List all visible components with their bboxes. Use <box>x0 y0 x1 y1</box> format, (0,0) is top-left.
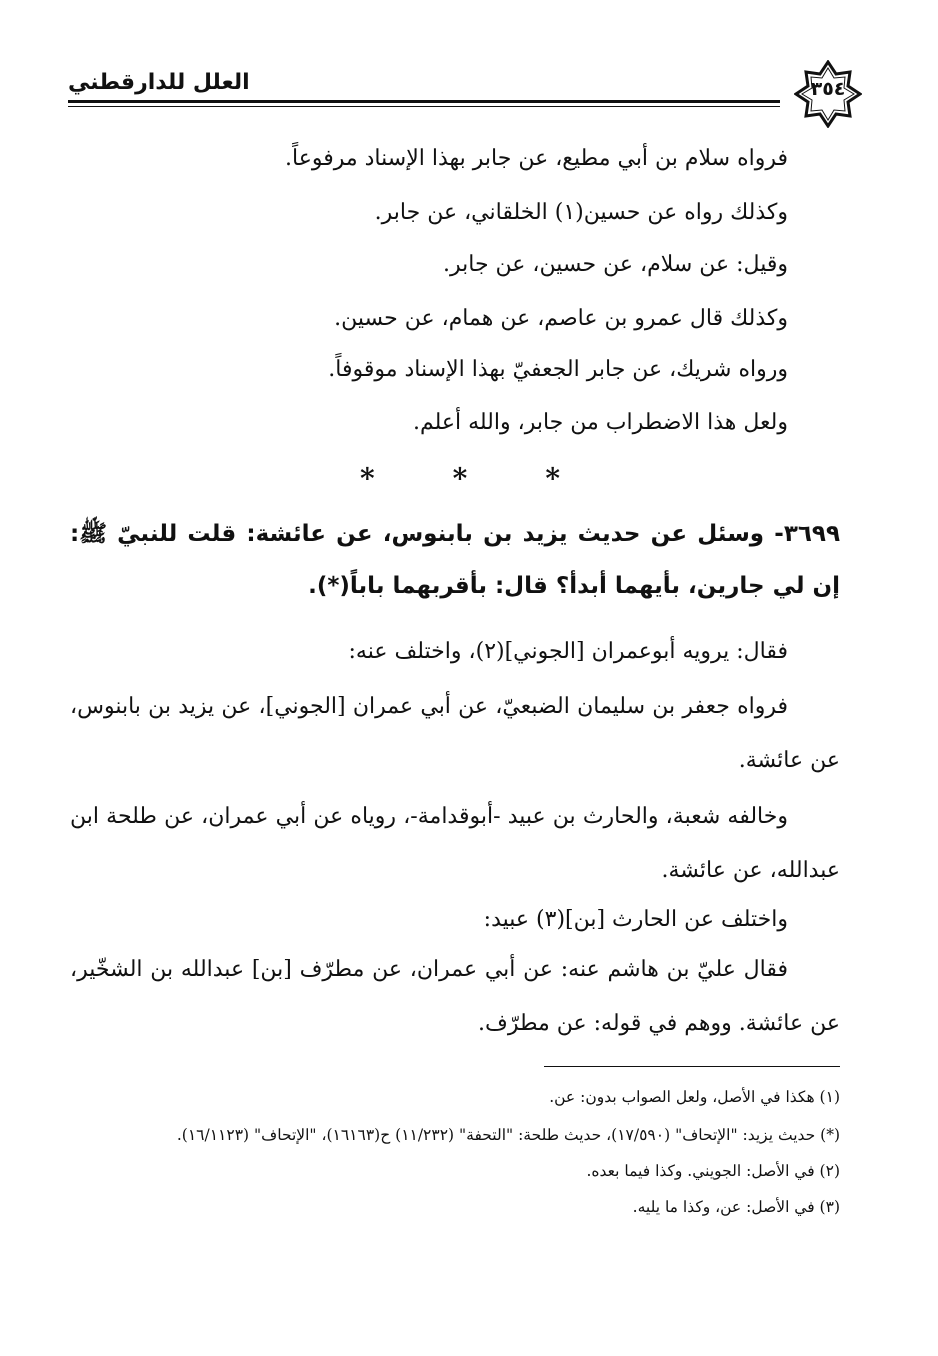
separator-star: * <box>545 462 560 495</box>
footnote: (*) حديث يزيد: "الإتحاف" (١٧/٥٩٠)، حديث طلحة: "التحفة" (١١/٢٣٢) ح(١٦١٦٣)، "الإتحاف" (١٦/١١٢٣). <box>176 1126 840 1144</box>
paragraph: وخالفه شعبة، والحارث بن عبيد -أبوقدامة-، روياه عن أبي عمران، عن طلحة ابن عبدالله، عن عائشة. <box>70 804 840 883</box>
text-line: وكذلك قال عمرو بن عاصم، عن همام، عن حسين. <box>334 306 788 331</box>
section-separator <box>360 462 560 495</box>
footnote: (٣) في الأصل: عن، وكذا ما يليه. <box>632 1198 840 1216</box>
separator-star: * <box>360 462 375 495</box>
separator-star: * <box>452 462 468 495</box>
paragraph: واختلف عن الحارث [بن](٣) عبيد: <box>483 907 788 932</box>
text-line: وكذلك رواه عن حسين(١) الخلقاني، عن جابر. <box>374 200 788 225</box>
question-heading: ٣٦٩٩- وسئل عن حديث يزيد بن بابنوس، عن عائشة: قلت للنبيّ ﷺ: إن لي جارين، بأيهما أبدأ؟ قال: بأقربهما باباً(*). <box>70 521 840 599</box>
page-header <box>68 64 876 124</box>
page-number: ٣٥٤ <box>810 78 846 100</box>
header-rule-thin <box>68 106 780 107</box>
page-number-badge <box>780 64 876 124</box>
text-line: وقيل: عن سلام، عن حسين، عن جابر. <box>443 252 788 277</box>
header-rule <box>68 100 780 103</box>
footnote: (١) هكذا في الأصل، ولعل الصواب بدون: عن. <box>549 1088 840 1106</box>
text-line: ورواه شريك، عن جابر الجعفيّ بهذا الإسناد موقوفاً. <box>328 357 788 382</box>
text-line: فرواه سلام بن أبي مطيع، عن جابر بهذا الإسناد مرفوعاً. <box>285 146 788 171</box>
paragraph: فقال: يرويه أبوعمران [الجوني](٢)، واختلف عنه: <box>348 639 788 664</box>
footnote: (٢) في الأصل: الجويني. وكذا فيما بعده. <box>586 1162 840 1180</box>
footnote-separator <box>544 1066 840 1067</box>
paragraph: فرواه جعفر بن سليمان الضبعيّ، عن أبي عمران [الجوني]، عن يزيد بن بابنوس، عن عائشة. <box>70 694 840 773</box>
text-line: ولعل هذا الاضطراب من جابر، والله أعلم. <box>412 410 788 435</box>
running-title: العلل للدارقطني <box>68 70 250 95</box>
paragraph: فقال عليّ بن هاشم عنه: عن أبي عمران، عن مطرّف [بن] عبدالله بن الشخّير، عن عائشة. ووهم في قوله: عن مطرّف. <box>70 957 840 1036</box>
